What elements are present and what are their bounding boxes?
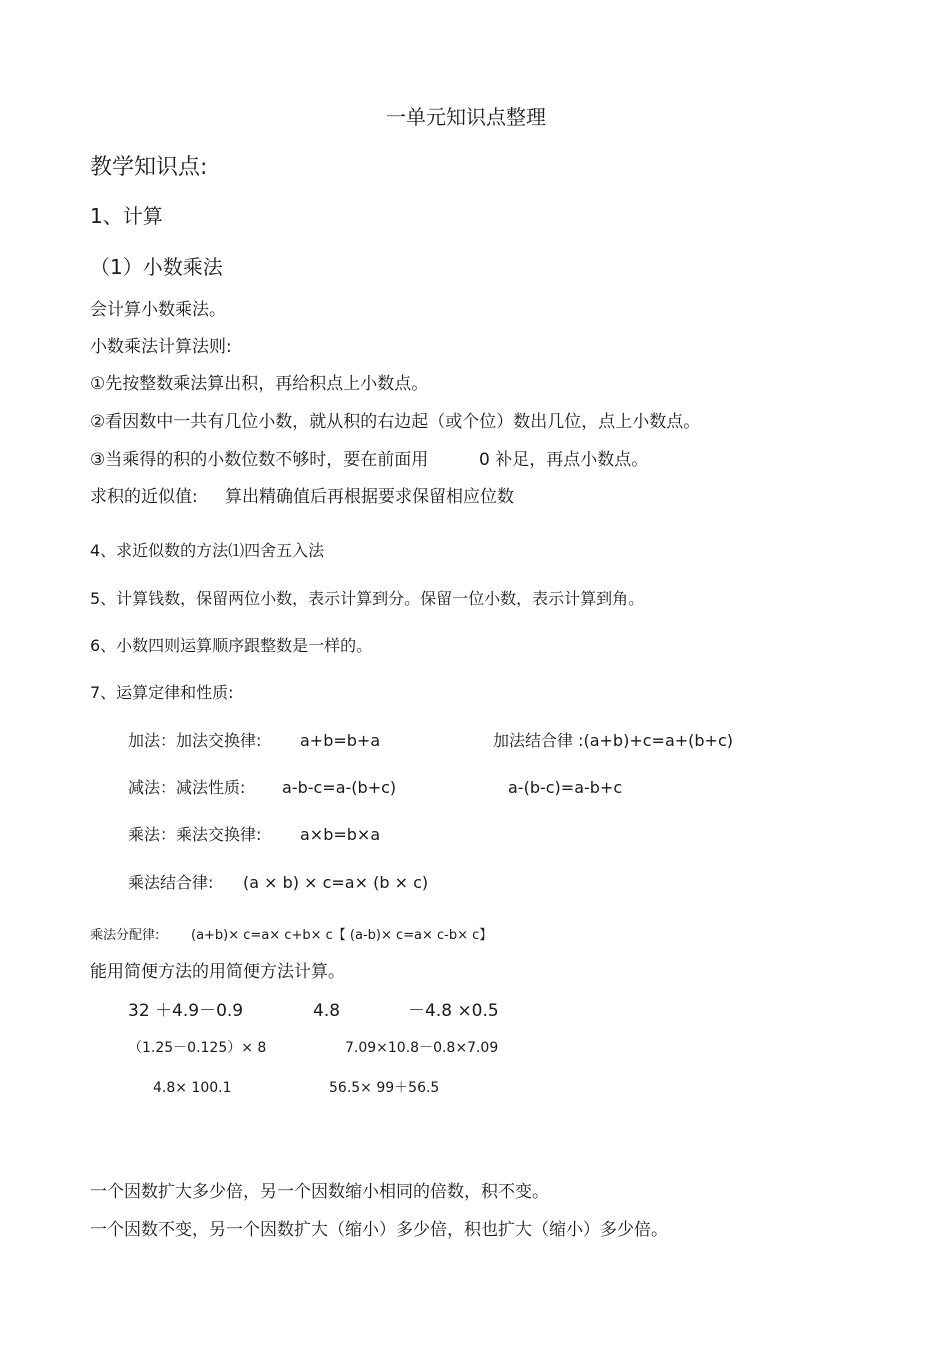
subtraction-formula-2: a-(b-c)=a-b+c bbox=[508, 778, 623, 797]
approximation-label: 求积的近似值: bbox=[90, 487, 198, 507]
subsection-decimal-multiplication: （1）小数乘法 bbox=[90, 255, 223, 279]
section-heading: 教学知识点: bbox=[90, 155, 208, 180]
rule-item: ②看因数中一共有几位小数，就从积的右边起（或个位）数出几位，点上小数点。 bbox=[90, 412, 701, 432]
simplified-calc-instruction: 能用简便方法的用简便方法计算。 bbox=[90, 962, 345, 982]
multiplication-associative-formula: (a × b) × c=a× (b × c) bbox=[243, 873, 429, 892]
distributive-law-label: 乘法分配律: bbox=[90, 928, 160, 943]
list-item-7: 7、运算定律和性质: bbox=[90, 683, 234, 702]
exercise: （1.25－0.125）× 8 bbox=[128, 1040, 267, 1056]
law-statement: 一个因数扩大多少倍，另一个因数缩小相同的倍数，积不变。 bbox=[90, 1182, 549, 1202]
paragraph: 小数乘法计算法则: bbox=[90, 337, 232, 357]
approximation-text: 算出精确值后再根据要求保留相应位数 bbox=[225, 487, 514, 507]
exercise: 7.09×10.8－0.8×7.09 bbox=[345, 1040, 499, 1056]
list-item-5: 5、计算钱数，保留两位小数，表示计算到分。保留一位小数，表示计算到角。 bbox=[90, 589, 645, 608]
exercise: 56.5× 99＋56.5 bbox=[329, 1080, 440, 1096]
page-title: 一单元知识点整理 bbox=[386, 105, 546, 129]
list-item-4: 4、求近似数的方法⑴四舍五入法 bbox=[90, 541, 325, 560]
addition-commutative-formula: a+b=b+a bbox=[300, 731, 381, 750]
rule-item: ①先按整数乘法算出积，再给积点上小数点。 bbox=[90, 374, 429, 394]
list-item-6: 6、小数四则运算顺序跟整数是一样的。 bbox=[90, 636, 373, 655]
rule-item-continuation: 0 补足，再点小数点。 bbox=[479, 450, 649, 470]
exercise: 32 ＋4.9－0.9 bbox=[128, 1001, 244, 1021]
addition-commutative-label: 加法：加法交换律: bbox=[128, 731, 262, 750]
multiplication-associative-label: 乘法结合律: bbox=[128, 873, 214, 892]
addition-associative-law: 加法结合律 :(a+b)+c=a+(b+c) bbox=[493, 731, 733, 750]
exercise: －4.8 ×0.5 bbox=[408, 1001, 499, 1021]
subtraction-formula-1: a-b-c=a-(b+c) bbox=[282, 778, 397, 797]
law-statement: 一个因数不变，另一个因数扩大（缩小）多少倍，积也扩大（缩小）多少倍。 bbox=[90, 1220, 668, 1240]
paragraph: 会计算小数乘法。 bbox=[90, 300, 226, 320]
multiplication-commutative-label: 乘法：乘法交换律: bbox=[128, 825, 262, 844]
multiplication-commutative-formula: a×b=b×a bbox=[300, 825, 381, 844]
subtraction-label: 减法：减法性质: bbox=[128, 778, 246, 797]
exercise: 4.8 bbox=[313, 1001, 341, 1021]
distributive-law-formula: (a+b)× c=a× c+b× c【 (a-b)× c=a× c-b× c】 bbox=[191, 928, 493, 943]
rule-item: ③当乘得的积的小数位数不够时，要在前面用 bbox=[90, 450, 429, 470]
exercise: 4.8× 100.1 bbox=[153, 1080, 232, 1096]
section-calc: 1、计算 bbox=[90, 204, 163, 228]
